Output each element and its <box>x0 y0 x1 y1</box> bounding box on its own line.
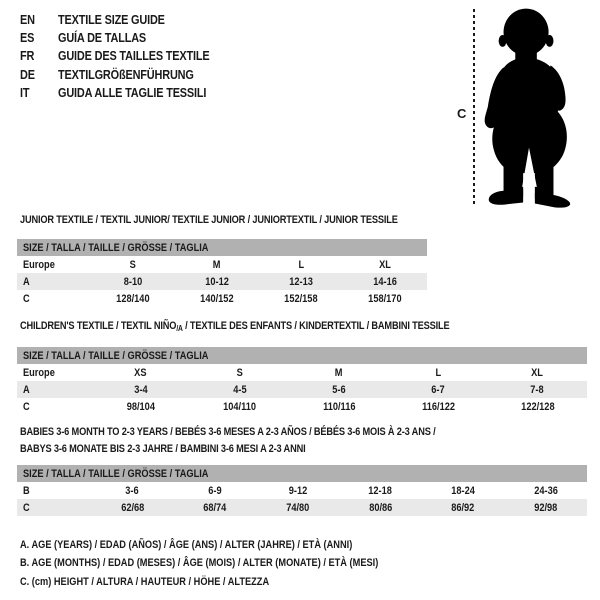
babies-title-line1: BABIES 3-6 MONTH TO 2-3 YEARS / BEBÉS 3-6 MESES A 2-3 AÑOS / BÉBÉS 3-6 MOIS À 2-3 ANS / <box>20 426 436 438</box>
row-label: C <box>23 292 30 305</box>
value-cell: 9-12 <box>288 484 307 497</box>
value-cell: 122/128 <box>520 400 555 413</box>
language-code: FR <box>20 48 35 64</box>
value-cell: 62/68 <box>120 501 144 514</box>
value-cell: 80/86 <box>368 501 392 514</box>
table-row-height <box>17 290 427 307</box>
language-row-en <box>20 10 238 28</box>
measure-legend <box>20 536 447 591</box>
language-code: IT <box>20 85 30 101</box>
value-cell: 14-16 <box>373 275 397 288</box>
height-dotted-line <box>473 9 475 206</box>
value-cell: 10-12 <box>205 275 229 288</box>
value-cell: 8-10 <box>123 275 143 288</box>
value-cell: 4-5 <box>233 383 247 396</box>
baby-silhouette-icon <box>482 5 576 210</box>
value-cell: 98/104 <box>126 400 155 413</box>
children-size-table <box>17 347 587 415</box>
size-cell: L <box>435 366 442 379</box>
value-cell: 24-36 <box>533 484 558 497</box>
row-label: A <box>23 275 30 288</box>
junior-size-table <box>17 239 427 307</box>
language-title-list <box>20 10 238 102</box>
legend-line-c: C. (cm) HEIGHT / ALTURA / HAUTEUR / HÖHE / ALTEZZA <box>20 575 270 588</box>
size-header-bar: SIZE / TALLA / TAILLE / GRÖSSE / TAGLIA <box>17 239 427 256</box>
size-cell: S <box>236 366 243 379</box>
value-cell: 3-6 <box>125 484 140 497</box>
table-row-age <box>17 381 587 398</box>
size-cell: M <box>335 366 343 379</box>
value-cell: 158/170 <box>368 292 402 305</box>
table-row-europe <box>17 256 427 273</box>
size-cell: XS <box>134 366 147 379</box>
babies-section-title <box>20 424 515 458</box>
size-header-bar: SIZE / TALLA / TAILLE / GRÖSSE / TAGLIA <box>17 347 587 364</box>
row-label: C <box>23 501 30 514</box>
row-label: C <box>23 400 30 413</box>
language-code: ES <box>20 30 35 46</box>
language-row-fr <box>20 47 238 65</box>
size-cell: XL <box>531 366 544 379</box>
value-cell: 116/122 <box>421 400 455 413</box>
value-cell: 18-24 <box>451 484 475 497</box>
row-label: Europe <box>23 258 55 271</box>
legend-line-a: A. AGE (YEARS) / EDAD (AÑOS) / ÂGE (ANS) / ALTER (JAHRE) / ETÀ (ANNI) <box>20 539 353 552</box>
value-cell: 92/98 <box>534 501 558 514</box>
value-cell: 86/92 <box>451 501 475 514</box>
value-cell: 152/158 <box>284 292 318 305</box>
legend-line-b: B. AGE (MONTHS) / EDAD (MESES) / ÂGE (MOIS) / ALTER (MONATE) / ETÀ (MESI) <box>20 557 379 570</box>
language-label: GUÍA DE TALLAS <box>58 30 147 46</box>
language-code: DE <box>20 66 35 82</box>
language-code: EN <box>20 11 35 27</box>
table-row-europe <box>17 364 587 381</box>
value-cell: 12-13 <box>289 275 313 288</box>
language-label: GUIDE DES TAILLES TEXTILE <box>58 48 210 64</box>
height-measure-label: C <box>457 106 467 121</box>
babies-size-table <box>17 465 587 516</box>
value-cell: 3-4 <box>133 383 148 396</box>
size-header-bar: SIZE / TALLA / TAILLE / GRÖSSE / TAGLIA <box>17 465 587 482</box>
size-cell: XL <box>379 258 391 271</box>
table-row-height <box>17 499 587 516</box>
value-cell: 5-6 <box>332 383 346 396</box>
row-label: B <box>23 484 30 497</box>
size-cell: S <box>129 258 137 271</box>
value-cell: 6-9 <box>208 484 222 497</box>
value-cell: 104/110 <box>223 400 257 413</box>
language-row-es <box>20 28 238 46</box>
junior-section-title: JUNIOR TEXTILE / TEXTIL JUNIOR/ TEXTILE JUNIOR / JUNIORTEXTIL / JUNIOR TESSILE <box>20 214 398 226</box>
language-row-de <box>20 65 238 83</box>
value-cell: 68/74 <box>203 501 227 514</box>
value-cell: 7-8 <box>530 383 545 396</box>
value-cell: 6-7 <box>431 383 445 396</box>
value-cell: 110/116 <box>322 400 356 413</box>
size-cell: L <box>298 258 304 271</box>
babies-title-line2: BABYS 3-6 MONATE BIS 2-3 JAHRE / BAMBINI 3-6 MESI A 2-3 ANNI <box>20 443 306 455</box>
row-label: A <box>23 383 30 396</box>
value-cell: 74/80 <box>286 501 310 514</box>
row-label: Europe <box>23 366 55 379</box>
value-cell: 128/140 <box>116 292 150 305</box>
value-cell: 12-18 <box>368 484 393 497</box>
language-row-it <box>20 84 238 102</box>
language-label: GUIDA ALLE TAGLIE TESSILI <box>58 85 207 101</box>
table-row-months <box>17 482 587 499</box>
size-cell: M <box>213 258 221 271</box>
language-label: TEXTILE SIZE GUIDE <box>58 11 165 27</box>
language-label: TEXTILGRÖßENFÜHRUNG <box>58 66 194 82</box>
table-row-age <box>17 273 427 290</box>
table-row-height <box>17 398 587 415</box>
children-section-title: CHILDREN'S TEXTILE / TEXTIL $NIÑO_{/A}$ / TEXTILE DES ENFANTS / KINDERTEXTIL / BAMBINI TESSILE <box>20 320 450 333</box>
value-cell: 140/152 <box>200 292 234 305</box>
